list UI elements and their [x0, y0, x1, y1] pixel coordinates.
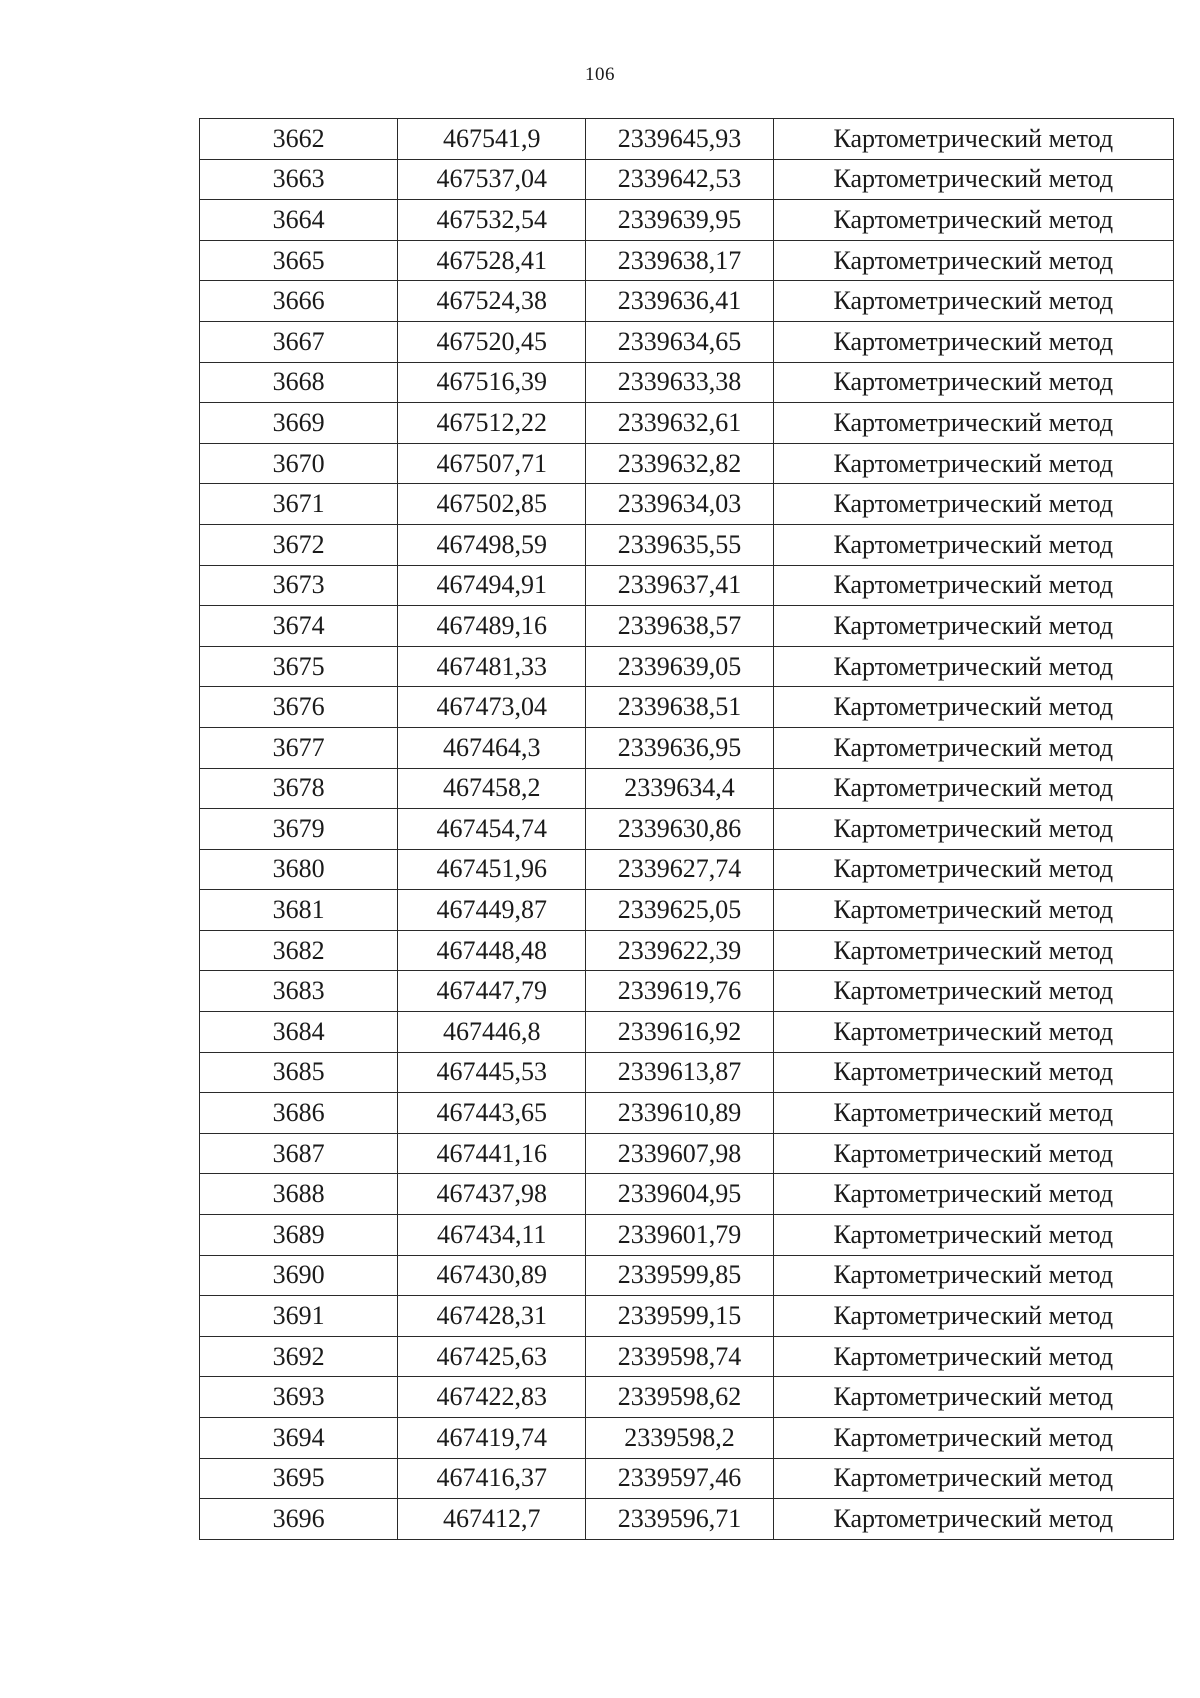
method-cell: Картометрический метод	[773, 159, 1173, 200]
point-number-cell: 3686	[200, 1093, 398, 1134]
y-coordinate-cell: 2339634,65	[586, 321, 773, 362]
method-cell: Картометрический метод	[773, 240, 1173, 281]
x-coordinate-cell: 467428,31	[398, 1296, 586, 1337]
y-coordinate-cell: 2339610,89	[586, 1093, 773, 1134]
y-coordinate-cell: 2339638,17	[586, 240, 773, 281]
y-coordinate-cell: 2339627,74	[586, 849, 773, 890]
point-number-cell: 3683	[200, 971, 398, 1012]
point-number-cell: 3691	[200, 1296, 398, 1337]
x-coordinate-cell: 467446,8	[398, 1012, 586, 1053]
point-number-cell: 3684	[200, 1012, 398, 1053]
y-coordinate-cell: 2339613,87	[586, 1052, 773, 1093]
x-coordinate-cell: 467451,96	[398, 849, 586, 890]
point-number-cell: 3662	[200, 119, 398, 160]
table-row	[200, 809, 1174, 850]
y-coordinate-cell: 2339638,51	[586, 687, 773, 728]
y-coordinate-cell: 2339634,03	[586, 484, 773, 525]
table-row	[200, 1133, 1174, 1174]
y-coordinate-cell: 2339622,39	[586, 930, 773, 971]
table-row	[200, 321, 1174, 362]
table-row	[200, 119, 1174, 160]
method-cell: Картометрический метод	[773, 727, 1173, 768]
method-cell: Картометрический метод	[773, 281, 1173, 322]
point-number-cell: 3668	[200, 362, 398, 403]
x-coordinate-cell: 467416,37	[398, 1458, 586, 1499]
method-cell: Картометрический метод	[773, 321, 1173, 362]
point-number-cell: 3679	[200, 809, 398, 850]
point-number-cell: 3682	[200, 930, 398, 971]
table-row	[200, 1377, 1174, 1418]
point-number-cell: 3672	[200, 524, 398, 565]
table-row	[200, 1052, 1174, 1093]
x-coordinate-cell: 467443,65	[398, 1093, 586, 1134]
y-coordinate-cell: 2339639,05	[586, 646, 773, 687]
y-coordinate-cell: 2339597,46	[586, 1458, 773, 1499]
y-coordinate-cell: 2339598,74	[586, 1336, 773, 1377]
x-coordinate-cell: 467537,04	[398, 159, 586, 200]
point-number-cell: 3687	[200, 1133, 398, 1174]
page-number: 106	[585, 64, 615, 85]
table-row	[200, 768, 1174, 809]
x-coordinate-cell: 467489,16	[398, 606, 586, 647]
method-cell: Картометрический метод	[773, 403, 1173, 444]
table-row	[200, 281, 1174, 322]
y-coordinate-cell: 2339599,85	[586, 1255, 773, 1296]
table-row	[200, 524, 1174, 565]
method-cell: Картометрический метод	[773, 484, 1173, 525]
method-cell: Картометрический метод	[773, 362, 1173, 403]
y-coordinate-cell: 2339634,4	[586, 768, 773, 809]
point-number-cell: 3694	[200, 1418, 398, 1459]
table-row	[200, 971, 1174, 1012]
point-number-cell: 3676	[200, 687, 398, 728]
table-row	[200, 443, 1174, 484]
method-cell: Картометрический метод	[773, 1093, 1173, 1134]
table-row	[200, 1296, 1174, 1337]
method-cell: Картометрический метод	[773, 1336, 1173, 1377]
y-coordinate-cell: 2339599,15	[586, 1296, 773, 1337]
table-row	[200, 1174, 1174, 1215]
point-number-cell: 3670	[200, 443, 398, 484]
point-number-cell: 3680	[200, 849, 398, 890]
method-cell: Картометрический метод	[773, 890, 1173, 931]
method-cell: Картометрический метод	[773, 849, 1173, 890]
method-cell: Картометрический метод	[773, 524, 1173, 565]
x-coordinate-cell: 467528,41	[398, 240, 586, 281]
table-row	[200, 1418, 1174, 1459]
table-row	[200, 1012, 1174, 1053]
point-number-cell: 3677	[200, 727, 398, 768]
method-cell: Картометрический метод	[773, 1255, 1173, 1296]
y-coordinate-cell: 2339636,95	[586, 727, 773, 768]
coordinates-table-body	[200, 119, 1174, 1540]
table-row	[200, 1093, 1174, 1134]
method-cell: Картометрический метод	[773, 768, 1173, 809]
y-coordinate-cell: 2339645,93	[586, 119, 773, 160]
x-coordinate-cell: 467454,74	[398, 809, 586, 850]
x-coordinate-cell: 467447,79	[398, 971, 586, 1012]
x-coordinate-cell: 467458,2	[398, 768, 586, 809]
x-coordinate-cell: 467473,04	[398, 687, 586, 728]
method-cell: Картометрический метод	[773, 443, 1173, 484]
y-coordinate-cell: 2339630,86	[586, 809, 773, 850]
x-coordinate-cell: 467498,59	[398, 524, 586, 565]
x-coordinate-cell: 467524,38	[398, 281, 586, 322]
point-number-cell: 3674	[200, 606, 398, 647]
y-coordinate-cell: 2339598,62	[586, 1377, 773, 1418]
method-cell: Картометрический метод	[773, 1133, 1173, 1174]
method-cell: Картометрический метод	[773, 606, 1173, 647]
table-row	[200, 484, 1174, 525]
point-number-cell: 3671	[200, 484, 398, 525]
table-row	[200, 890, 1174, 931]
method-cell: Картометрический метод	[773, 200, 1173, 241]
point-number-cell: 3689	[200, 1215, 398, 1256]
y-coordinate-cell: 2339598,2	[586, 1418, 773, 1459]
y-coordinate-cell: 2339636,41	[586, 281, 773, 322]
y-coordinate-cell: 2339604,95	[586, 1174, 773, 1215]
x-coordinate-cell: 467430,89	[398, 1255, 586, 1296]
x-coordinate-cell: 467532,54	[398, 200, 586, 241]
point-number-cell: 3664	[200, 200, 398, 241]
table-row	[200, 1255, 1174, 1296]
table-row	[200, 565, 1174, 606]
x-coordinate-cell: 467419,74	[398, 1418, 586, 1459]
x-coordinate-cell: 467434,11	[398, 1215, 586, 1256]
y-coordinate-cell: 2339637,41	[586, 565, 773, 606]
method-cell: Картометрический метод	[773, 687, 1173, 728]
table-row	[200, 849, 1174, 890]
table-row	[200, 606, 1174, 647]
point-number-cell: 3673	[200, 565, 398, 606]
table-row	[200, 1499, 1174, 1540]
method-cell: Картометрический метод	[773, 971, 1173, 1012]
x-coordinate-cell: 467425,63	[398, 1336, 586, 1377]
x-coordinate-cell: 467437,98	[398, 1174, 586, 1215]
y-coordinate-cell: 2339642,53	[586, 159, 773, 200]
point-number-cell: 3695	[200, 1458, 398, 1499]
point-number-cell: 3663	[200, 159, 398, 200]
table-row	[200, 362, 1174, 403]
y-coordinate-cell: 2339635,55	[586, 524, 773, 565]
y-coordinate-cell: 2339632,82	[586, 443, 773, 484]
x-coordinate-cell: 467448,48	[398, 930, 586, 971]
y-coordinate-cell: 2339596,71	[586, 1499, 773, 1540]
table-row	[200, 1215, 1174, 1256]
table-row	[200, 646, 1174, 687]
point-number-cell: 3685	[200, 1052, 398, 1093]
method-cell: Картометрический метод	[773, 930, 1173, 971]
x-coordinate-cell: 467541,9	[398, 119, 586, 160]
point-number-cell: 3681	[200, 890, 398, 931]
coordinates-table	[199, 118, 1174, 1540]
x-coordinate-cell: 467445,53	[398, 1052, 586, 1093]
x-coordinate-cell: 467441,16	[398, 1133, 586, 1174]
x-coordinate-cell: 467512,22	[398, 403, 586, 444]
point-number-cell: 3667	[200, 321, 398, 362]
method-cell: Картометрический метод	[773, 1418, 1173, 1459]
table-row	[200, 1336, 1174, 1377]
point-number-cell: 3669	[200, 403, 398, 444]
method-cell: Картометрический метод	[773, 565, 1173, 606]
table-row	[200, 200, 1174, 241]
x-coordinate-cell: 467412,7	[398, 1499, 586, 1540]
x-coordinate-cell: 467449,87	[398, 890, 586, 931]
y-coordinate-cell: 2339639,95	[586, 200, 773, 241]
method-cell: Картометрический метод	[773, 1499, 1173, 1540]
method-cell: Картометрический метод	[773, 1215, 1173, 1256]
table-row	[200, 930, 1174, 971]
y-coordinate-cell: 2339625,05	[586, 890, 773, 931]
x-coordinate-cell: 467516,39	[398, 362, 586, 403]
x-coordinate-cell: 467520,45	[398, 321, 586, 362]
x-coordinate-cell: 467507,71	[398, 443, 586, 484]
point-number-cell: 3693	[200, 1377, 398, 1418]
method-cell: Картометрический метод	[773, 1012, 1173, 1053]
point-number-cell: 3688	[200, 1174, 398, 1215]
point-number-cell: 3692	[200, 1336, 398, 1377]
point-number-cell: 3665	[200, 240, 398, 281]
y-coordinate-cell: 2339616,92	[586, 1012, 773, 1053]
point-number-cell: 3666	[200, 281, 398, 322]
method-cell: Картометрический метод	[773, 1296, 1173, 1337]
y-coordinate-cell: 2339607,98	[586, 1133, 773, 1174]
x-coordinate-cell: 467464,3	[398, 727, 586, 768]
y-coordinate-cell: 2339601,79	[586, 1215, 773, 1256]
method-cell: Картометрический метод	[773, 1174, 1173, 1215]
table-row	[200, 1458, 1174, 1499]
x-coordinate-cell: 467422,83	[398, 1377, 586, 1418]
method-cell: Картометрический метод	[773, 646, 1173, 687]
method-cell: Картометрический метод	[773, 119, 1173, 160]
point-number-cell: 3690	[200, 1255, 398, 1296]
method-cell: Картометрический метод	[773, 809, 1173, 850]
table-row	[200, 727, 1174, 768]
point-number-cell: 3678	[200, 768, 398, 809]
point-number-cell: 3696	[200, 1499, 398, 1540]
y-coordinate-cell: 2339638,57	[586, 606, 773, 647]
x-coordinate-cell: 467494,91	[398, 565, 586, 606]
y-coordinate-cell: 2339619,76	[586, 971, 773, 1012]
y-coordinate-cell: 2339632,61	[586, 403, 773, 444]
method-cell: Картометрический метод	[773, 1377, 1173, 1418]
x-coordinate-cell: 467502,85	[398, 484, 586, 525]
method-cell: Картометрический метод	[773, 1052, 1173, 1093]
y-coordinate-cell: 2339633,38	[586, 362, 773, 403]
table-row	[200, 403, 1174, 444]
table-row	[200, 159, 1174, 200]
table-row	[200, 687, 1174, 728]
point-number-cell: 3675	[200, 646, 398, 687]
method-cell: Картометрический метод	[773, 1458, 1173, 1499]
x-coordinate-cell: 467481,33	[398, 646, 586, 687]
table-row	[200, 240, 1174, 281]
